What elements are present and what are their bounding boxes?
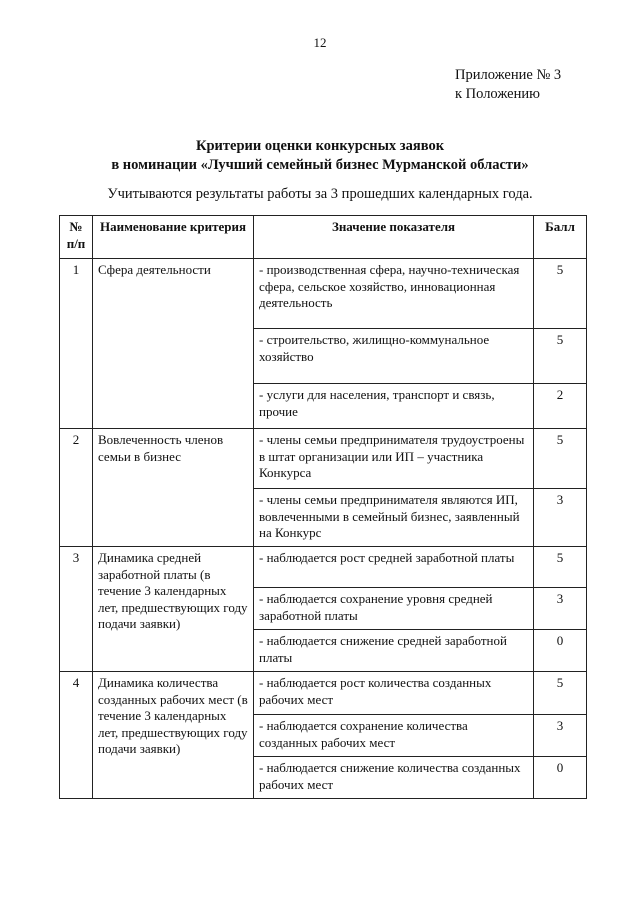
indicator-value: - наблюдается рост количества созданных рабочих мест xyxy=(254,672,534,715)
score-cell: 5 xyxy=(534,672,587,715)
score-cell: 2 xyxy=(534,384,587,429)
indicator-value: - наблюдается сохранение уровня средней заработной платы xyxy=(254,588,534,630)
indicator-value: - члены семьи предпринимателя трудоустроены в штат организации или ИП – участника Конкурса xyxy=(254,429,534,489)
score-cell: 5 xyxy=(534,547,587,588)
appendix-line-2: к Положению xyxy=(455,86,540,102)
header-number xyxy=(60,216,93,259)
header-criterion: Наименование критерия xyxy=(93,216,254,259)
document-subtitle: Учитываются результаты работы за 3 прошедших календарных года. xyxy=(107,186,533,202)
criteria-table xyxy=(59,215,587,799)
table-row xyxy=(60,429,587,489)
criterion-name: Вовлеченность членов семьи в бизнес xyxy=(93,429,254,547)
indicator-value: - наблюдается сохранение количества созданных рабочих мест xyxy=(254,715,534,757)
header-number-line-1: № xyxy=(69,219,83,234)
indicator-value: - строительство, жилищно-коммунальное хозяйство xyxy=(254,329,534,384)
criterion-name: Динамика средней заработной платы (в течение 3 календарных лет, предшествующих году подачи заявки) xyxy=(93,547,254,672)
criterion-name: Динамика количества созданных рабочих мест (в течение 3 календарных лет, предшествующих году подачи заявки) xyxy=(93,672,254,799)
table-row xyxy=(60,259,587,329)
group-number: 4 xyxy=(60,672,93,799)
group-number: 1 xyxy=(60,259,93,429)
header-score: Балл xyxy=(534,216,587,259)
appendix-line-1: Приложение № 3 xyxy=(455,67,562,83)
indicator-value: - наблюдается снижение средней заработной платы xyxy=(254,630,534,672)
score-cell: 3 xyxy=(534,489,587,547)
indicator-value: - члены семьи предпринимателя являются ИП, вовлеченными в семейный бизнес, заявленный на Конкурс xyxy=(254,489,534,547)
score-cell: 5 xyxy=(534,329,587,384)
indicator-value: - услуги для населения, транспорт и связь, прочие xyxy=(254,384,534,429)
criterion-name: Сфера деятельности xyxy=(93,259,254,429)
table-header-row xyxy=(60,216,587,259)
indicator-value: - наблюдается рост средней заработной платы xyxy=(254,547,534,588)
indicator-value: - производственная сфера, научно-техническая сфера, сельское хозяйство, инновационная деятельность xyxy=(254,259,534,329)
score-cell: 0 xyxy=(534,630,587,672)
appendix-reference xyxy=(455,66,561,104)
document-title xyxy=(0,137,640,175)
score-cell: 3 xyxy=(534,715,587,757)
score-cell: 5 xyxy=(534,259,587,329)
title-line-1: Критерии оценки конкурсных заявок xyxy=(195,138,445,154)
table-row xyxy=(60,672,587,715)
group-number: 3 xyxy=(60,547,93,672)
score-cell: 3 xyxy=(534,588,587,630)
page-number: 12 xyxy=(313,35,327,50)
title-line-2: в номинации «Лучший семейный бизнес Мурманской области» xyxy=(111,157,529,173)
indicator-value: - наблюдается снижение количества созданных рабочих мест xyxy=(254,757,534,799)
header-value: Значение показателя xyxy=(254,216,534,259)
table-row xyxy=(60,547,587,588)
header-number-line-2: п/п xyxy=(66,235,86,251)
score-cell: 5 xyxy=(534,429,587,489)
group-number: 2 xyxy=(60,429,93,547)
score-cell: 0 xyxy=(534,757,587,799)
